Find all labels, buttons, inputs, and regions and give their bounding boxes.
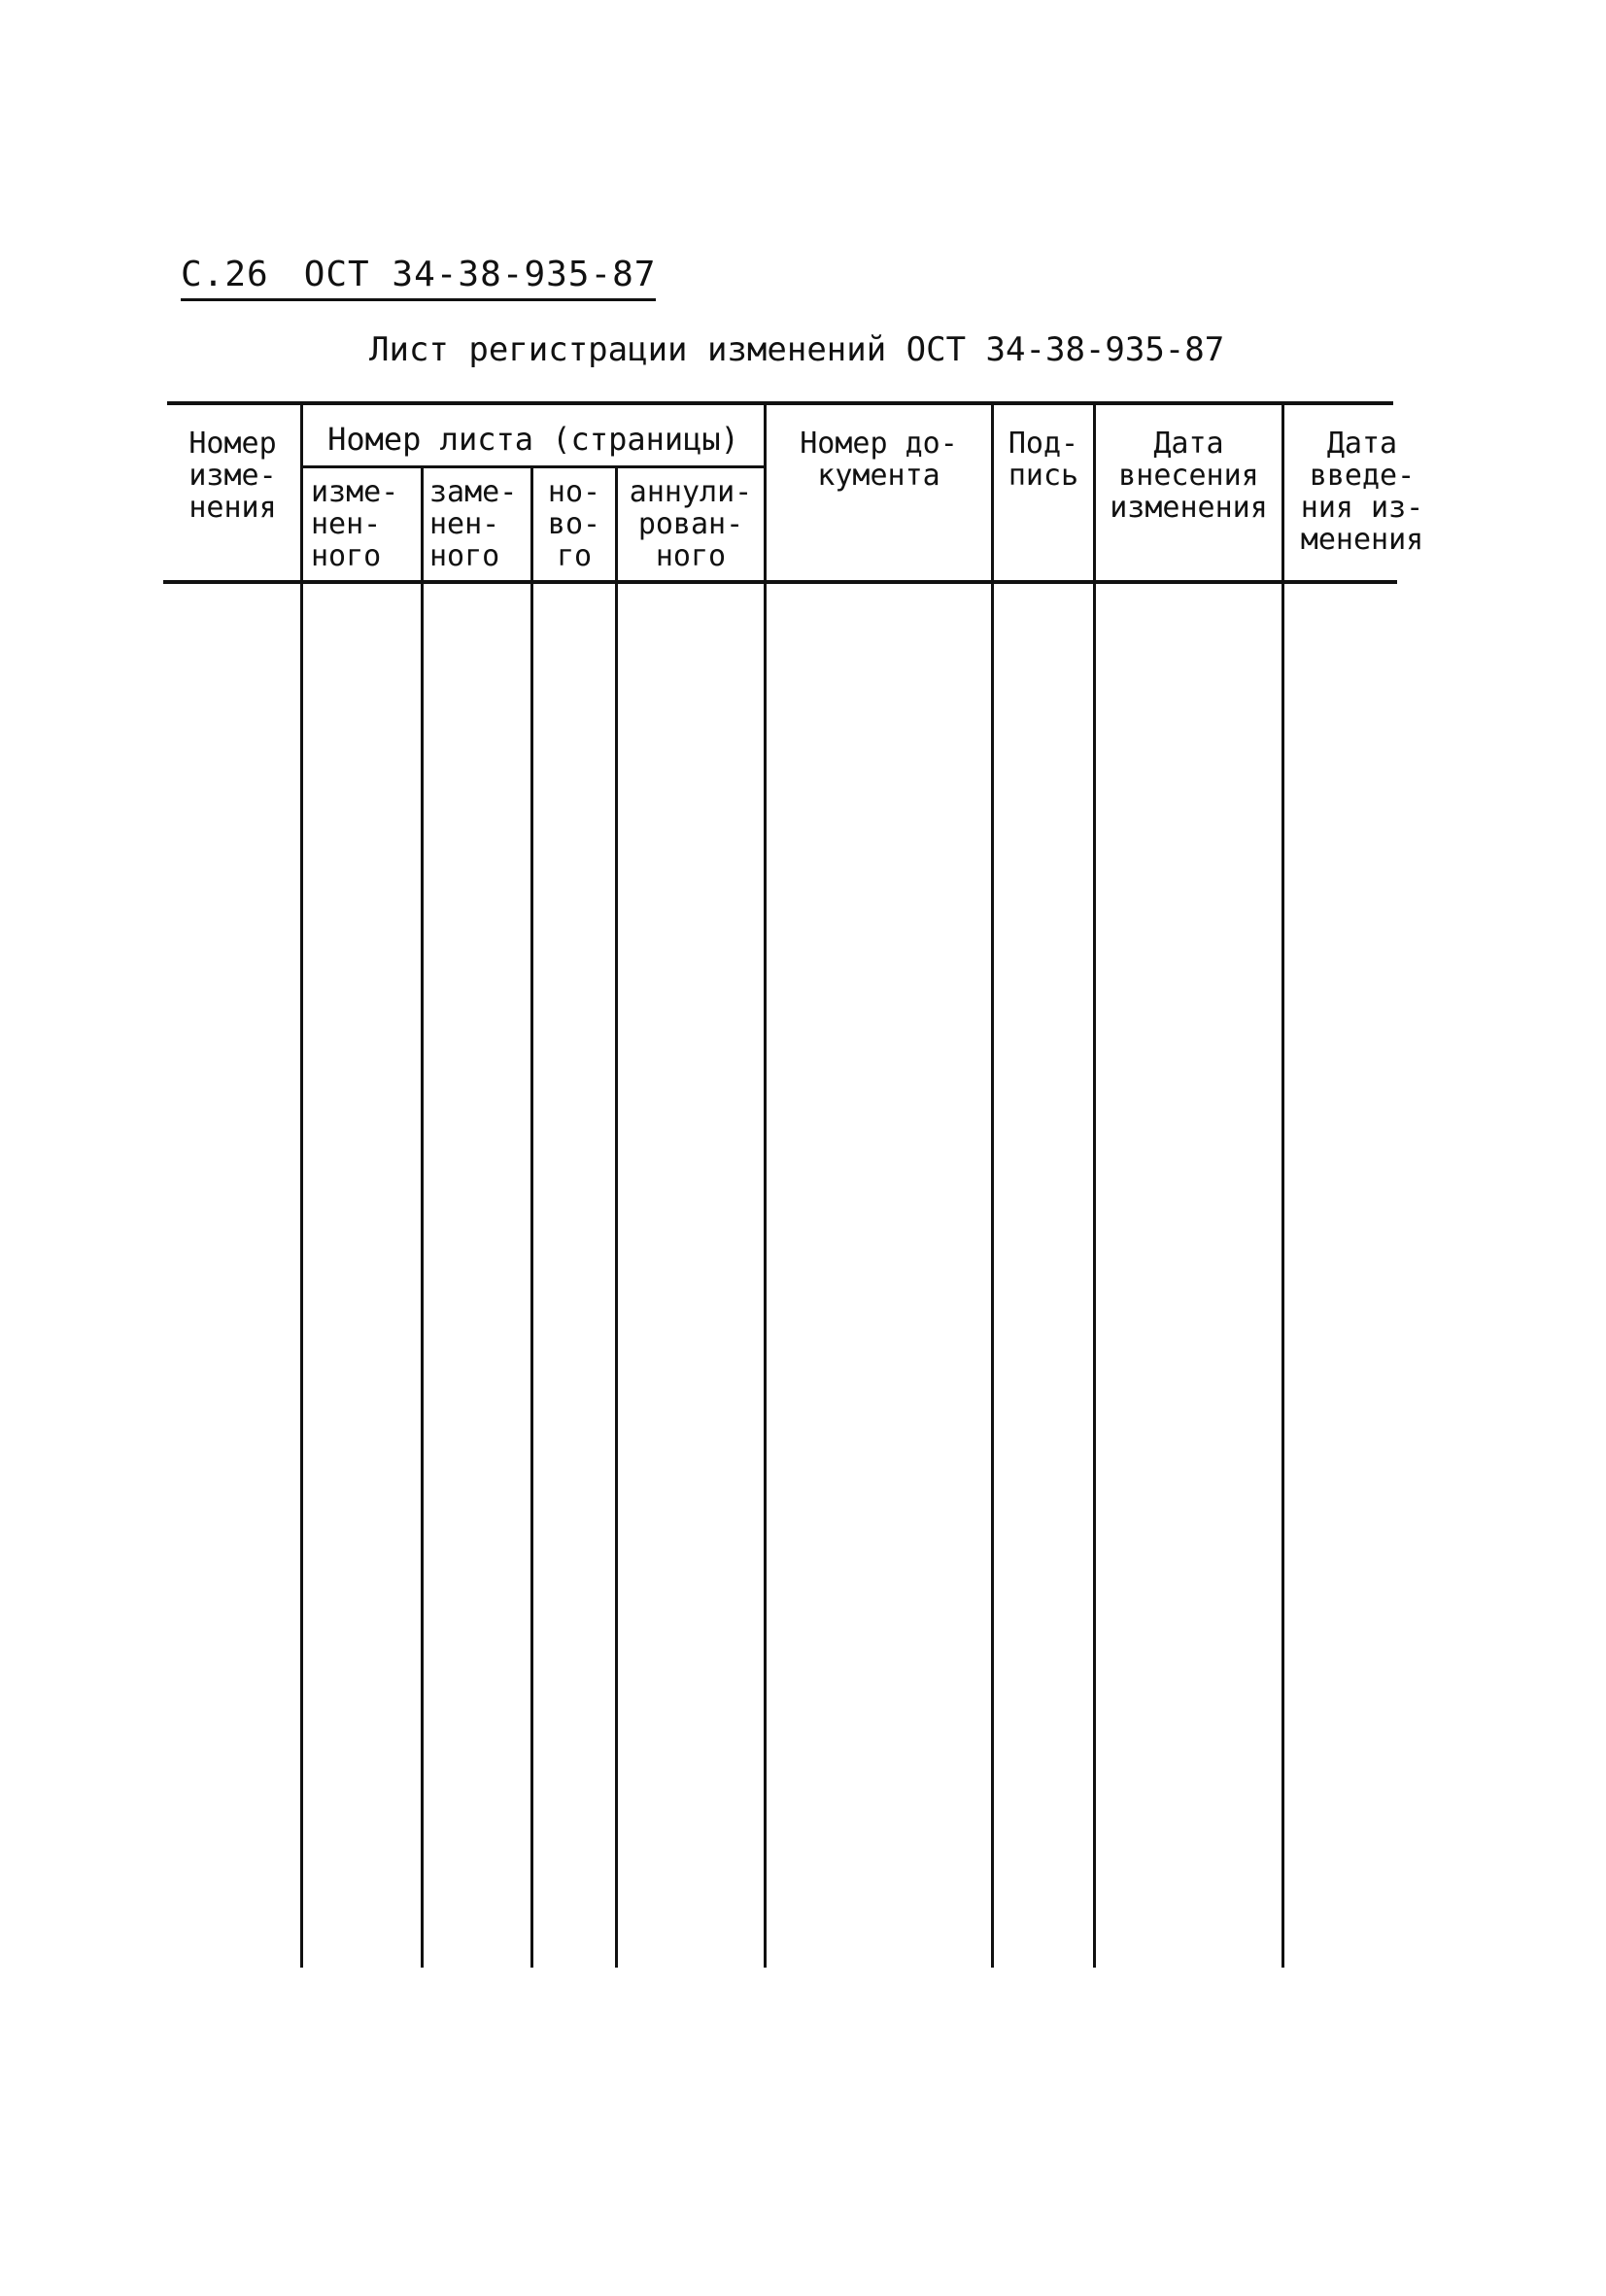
column-header-change-number: Номер изме- нения xyxy=(188,427,277,525)
subheader-rule xyxy=(301,465,766,468)
column-rule xyxy=(530,467,533,1968)
table-top-rule xyxy=(167,401,1393,405)
column-header-document-number: Номер до- кумента xyxy=(800,427,958,493)
column-header-effective-date: Дата введе- ния из- менения xyxy=(1300,427,1424,557)
standard-code: ОСТ 34-38-935-87 xyxy=(303,255,657,294)
column-rule xyxy=(1281,403,1284,1968)
column-header-entry-date: Дата внесения изменения xyxy=(1110,427,1268,525)
header-bottom-rule xyxy=(163,580,1397,584)
column-header-new: но- во- го xyxy=(547,475,601,573)
column-header-sheet-number: Номер листа (страницы) xyxy=(327,421,739,458)
column-rule xyxy=(1093,403,1096,1968)
column-header-replaced: заме- нен- ного xyxy=(429,475,518,573)
page-number: С.26 xyxy=(181,255,269,294)
column-rule xyxy=(991,403,994,1968)
column-header-signature: Под- пись xyxy=(1008,427,1079,493)
column-rule xyxy=(615,467,618,1968)
column-rule xyxy=(300,403,303,1968)
sheet-title: Лист регистрации изменений ОСТ 34-38-935-87 xyxy=(369,330,1225,369)
column-header-changed: изме- нен- ного xyxy=(311,475,399,573)
column-header-annulled: аннули- рован- ного xyxy=(629,475,753,573)
column-rule xyxy=(421,467,424,1968)
page-header xyxy=(181,255,656,301)
column-rule xyxy=(764,403,767,1968)
